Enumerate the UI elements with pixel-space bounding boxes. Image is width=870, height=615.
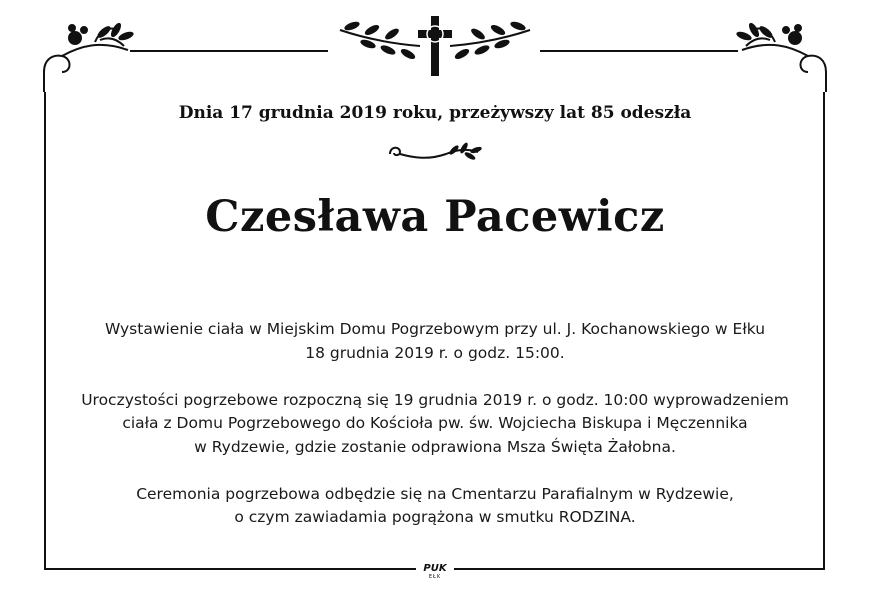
logo-text: PUK <box>423 563 447 574</box>
ornamental-header <box>0 0 870 95</box>
paragraph-line: Uroczystości pogrzebowe rozpoczną się 19 grudnia 2019 r. o godz. 10:00 wyprowadzeniem <box>81 390 789 409</box>
paragraph-line: ciała z Domu Pogrzebowego do Kościoła pw. św. Wojciecha Biskupa i Męczennika <box>122 414 748 432</box>
death-announcement-line: Dnia 17 grudnia 2019 roku, przeżywszy lat 85 odeszła <box>178 103 692 123</box>
funeral-details <box>60 318 810 553</box>
paragraph-line: Wystawienie ciała w Miejskim Domu Pogrzebowym przy ul. J. Kochanowskiego w Ełku <box>104 320 766 338</box>
paragraph-line: Ceremonia pogrzebowa odbędzie się na Cmentarzu Parafialnym w Rydzewie, <box>136 484 734 503</box>
laurel-branch-right-icon <box>450 20 530 61</box>
paragraph-line: o czym zawiadamia pogrążona w smutku RODZINA. <box>234 508 636 526</box>
small-flourish-divider-icon <box>384 142 484 166</box>
cross-icon <box>418 16 452 76</box>
company-logo <box>416 563 454 581</box>
ceremony-paragraph <box>60 389 810 460</box>
laurel-branch-left-icon <box>340 20 420 61</box>
deceased-name: Czesława Pacewicz <box>205 192 665 242</box>
burial-paragraph <box>60 483 810 530</box>
paragraph-line: 18 grudnia 2019 r. o godz. 15:00. <box>305 343 565 362</box>
logo-subtext: EŁK <box>428 574 442 580</box>
viewing-paragraph <box>60 318 810 365</box>
paragraph-line: w Rydzewie, gdzie zostanie odprawiona Msza Święta Żałobna. <box>194 437 676 456</box>
